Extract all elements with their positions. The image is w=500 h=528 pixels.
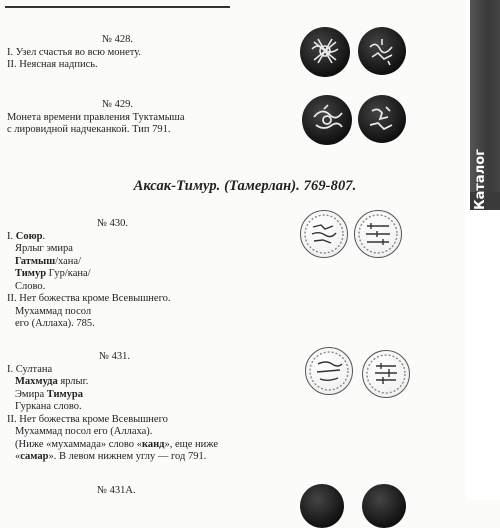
entry-number: № 428. (102, 34, 134, 45)
entry-number: № 431. (99, 351, 131, 362)
entry-line: Мухаммад посол (15, 305, 92, 317)
entry-line: «самар». В левом нижнем углу — год 791. (15, 451, 207, 462)
coin-429-reverse (358, 95, 406, 143)
entry-line: Эмира Тимура (15, 388, 84, 400)
catalog-side-tab (466, 0, 500, 500)
entry-line: I. Султана (7, 363, 53, 375)
entry-line: II. Нет божества кроме Всевышнего (7, 413, 168, 425)
entry-line: II. Нет божества кроме Всевышнего. (7, 293, 171, 304)
entry-line: Гатмыш/хана/ (15, 255, 81, 267)
entry-line: Гуркана слово. (15, 401, 82, 412)
side-tab-label: Каталог (473, 149, 488, 210)
entry-number: № 430. (97, 218, 129, 229)
coin-431a-obverse (300, 484, 344, 528)
entry-line: Махмуда ярлыг. (15, 376, 89, 387)
coin-428-obverse (300, 27, 350, 77)
entry-431a (7, 485, 257, 498)
coin-428-reverse (358, 27, 406, 75)
coin-429-obverse (302, 95, 352, 145)
entry-430 (7, 218, 267, 331)
entry-number: № 429. (102, 99, 134, 110)
entry-line: его (Аллаха). 785. (15, 318, 95, 329)
entry-number: № 431А. (97, 485, 136, 496)
entry-431 (7, 351, 287, 464)
entry-line: Ярлыг эмира (15, 243, 73, 254)
coin-431-reverse (362, 350, 410, 398)
coin-431a-reverse (362, 484, 406, 528)
entry-line: Мухаммад посол его (Аллаха). (15, 426, 153, 437)
coin-431-obverse (305, 347, 353, 395)
entry-line: с лировидной надчеканкой. Тип 791. (7, 124, 171, 135)
entry-line: I. Узел счастья во всю монету. (7, 46, 142, 58)
top-rule (5, 6, 230, 8)
entry-line: I. Союр. (7, 230, 46, 242)
entry-line: Тимур Гур/кана/ (15, 268, 91, 279)
entry-428 (7, 34, 257, 72)
coin-430-reverse (354, 210, 402, 258)
coin-430-obverse (300, 210, 348, 258)
entry-line: (Ниже «мухаммада» слово «канд», еще ниже (15, 438, 218, 450)
entry-line: Монета времени правления Туктамыша (7, 111, 185, 123)
entry-line: II. Неясная надпись. (7, 59, 98, 70)
section-heading: Аксак-Тимур. (Тамерлан). 769-807. (133, 178, 357, 194)
entry-429 (7, 99, 257, 137)
entry-line: Слово. (15, 280, 46, 292)
